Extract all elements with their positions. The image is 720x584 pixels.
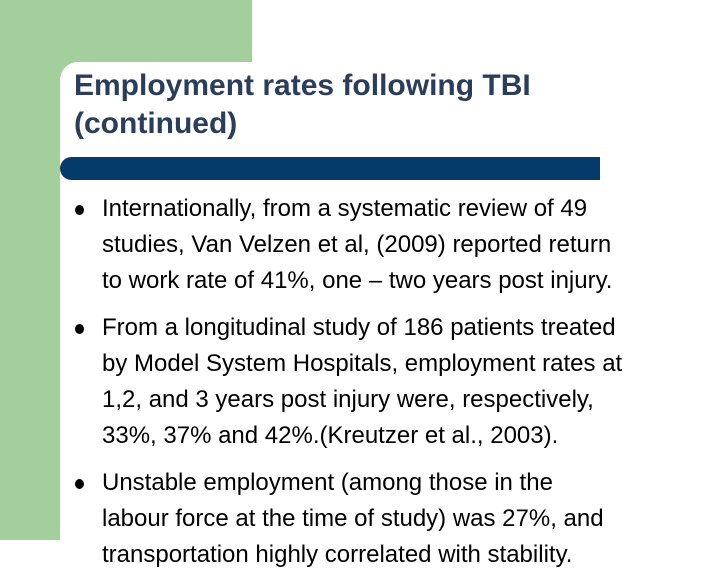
bullet-dot-icon bbox=[75, 324, 84, 334]
bullet-text-line: to work rate of 41%, one – two years post injury. bbox=[102, 267, 613, 294]
bullet-text-line: transportation highly correlated with stability. bbox=[102, 541, 573, 568]
bullet-text-line: studies, Van Velzen et al, (2009) reported return bbox=[102, 231, 612, 258]
slide-title bbox=[74, 67, 674, 143]
bullet-text-line: 33%, 37% and 42%.(Kreutzer et al., 2003). bbox=[102, 422, 559, 449]
bullet-text-line: Unstable employment (among those in the bbox=[102, 469, 553, 496]
bullet-text-line: From a longitudinal study of 186 patients treated bbox=[102, 314, 616, 341]
bullet-text-line: labour force at the time of study) was 27%, and bbox=[102, 505, 604, 532]
bullet-list bbox=[72, 191, 720, 584]
slide-title-line: Employment rates following TBI bbox=[74, 69, 531, 102]
bullet-item bbox=[72, 191, 720, 299]
bullet-text-line: 1,2, and 3 years post injury were, respectively, bbox=[102, 386, 594, 413]
bullet-dot-icon bbox=[75, 205, 84, 215]
bullet-dot-icon bbox=[75, 479, 84, 489]
bullet-item bbox=[72, 310, 720, 454]
bullet-item bbox=[72, 465, 720, 573]
bullet-text-line: by Model System Hospitals, employment rates at bbox=[102, 350, 623, 377]
bullet-text-line: Internationally, from a systematic review of 49 bbox=[102, 195, 588, 222]
title-underline-bar bbox=[60, 157, 600, 180]
slide-title-line: (continued) bbox=[74, 107, 238, 140]
